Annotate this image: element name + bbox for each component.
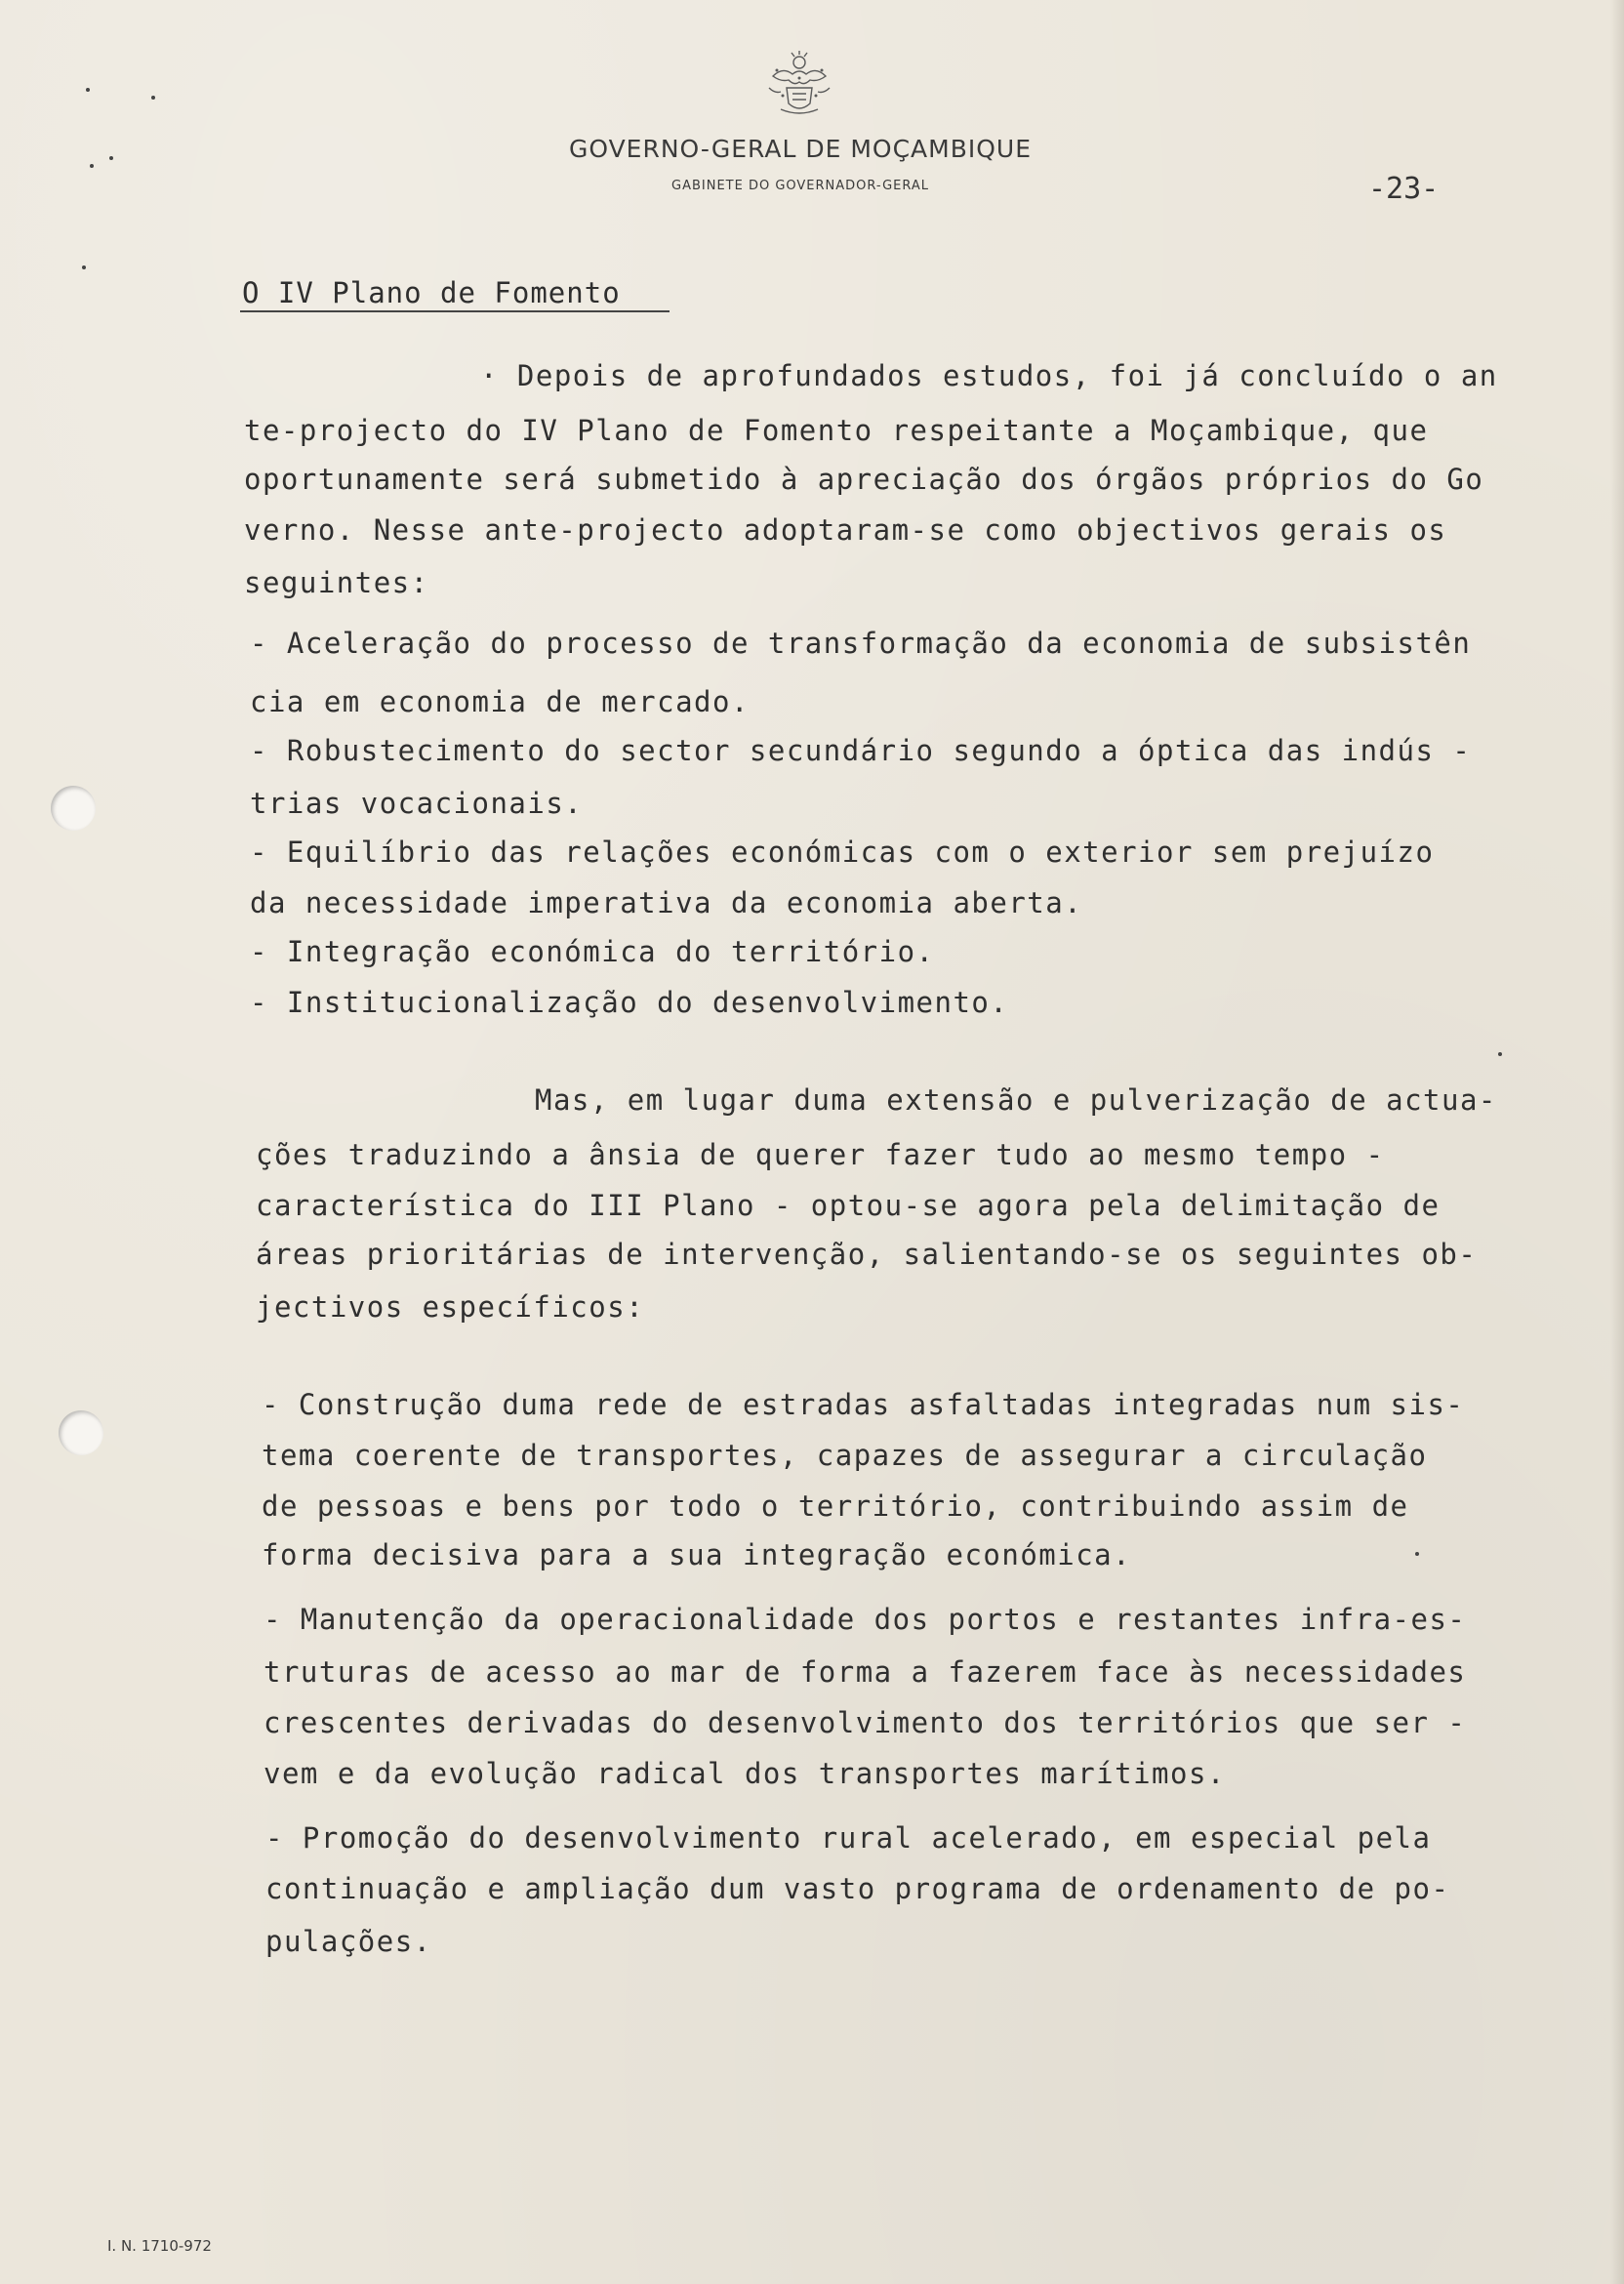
office-subtitle: GABINETE DO GOVERNADOR-GERAL (671, 179, 929, 193)
body-line: - Manutenção da operacionalidade dos portos e restantes infra-es- (264, 1603, 1467, 1636)
body-line: tema coerente de transportes, capazes de assegurar a circulação (262, 1439, 1428, 1472)
organization-title: GOVERNO-GERAL DE MOÇAMBIQUE (568, 135, 1033, 163)
body-line: - Robustecimento do sector secundário segundo a óptica das indús - (250, 734, 1472, 767)
page-number: -23- (1368, 172, 1440, 206)
body-line: ções traduzindo a ânsia de querer fazer tudo ao mesmo tempo - (256, 1138, 1385, 1171)
body-line: verno. Nesse ante-projecto adoptaram-se como objectivos gerais os (244, 513, 1447, 547)
paper-speck (151, 96, 155, 100)
paper-speck (1415, 1552, 1419, 1556)
body-line: de pessoas e bens por todo o território, contribuindo assim de (262, 1489, 1409, 1523)
body-line: seguintes: (244, 566, 429, 599)
body-line: característica do III Plano - optou-se agora pela delimitação de (256, 1189, 1441, 1222)
print-code: I. N. 1710-972 (107, 2237, 212, 2255)
body-line: - Promoção do desenvolvimento rural acelerado, em especial pela (265, 1821, 1432, 1855)
body-line: áreas prioritárias de intervenção, salientando-se os seguintes ob- (256, 1238, 1478, 1271)
binder-hole (51, 786, 96, 831)
body-line: Mas, em lugar duma extensão e pulverização de actua- (535, 1083, 1497, 1117)
body-line: · Depois de aprofundados estudos, foi já concluído o an (480, 359, 1498, 392)
body-line: - Institucionalização do desenvolvimento. (250, 986, 1009, 1019)
body-line: - Aceleração do processo de transformação da economia de subsistên (250, 627, 1472, 660)
body-line: cia em economia de mercado. (250, 685, 750, 718)
body-line: vem e da evolução radical dos transportes marítimos. (264, 1757, 1226, 1790)
coat-of-arms-icon (753, 49, 845, 119)
body-line: jectivos específicos: (256, 1290, 645, 1324)
paper-speck (82, 265, 86, 269)
body-line: te-projecto do IV Plano de Fomento respeitante a Moçambique, que (244, 414, 1429, 447)
heading-underline (240, 310, 670, 312)
body-line: forma decisiva para a sua integração económica. (262, 1538, 1132, 1571)
binder-hole (59, 1410, 103, 1455)
section-heading: O IV Plano de Fomento (242, 276, 621, 309)
paper-speck (1498, 1052, 1502, 1056)
body-line: - Equilíbrio das relações económicas com o exterior sem prejuízo (250, 836, 1435, 869)
body-line: - Construção duma rede de estradas asfaltadas integradas num sis- (262, 1388, 1465, 1421)
body-line: oportunamente será submetido à apreciação dos órgãos próprios do Go (244, 463, 1484, 496)
body-line: da necessidade imperativa da economia aberta. (250, 886, 1083, 919)
body-line: pulações. (265, 1925, 432, 1958)
body-line: - Integração económica do território. (250, 935, 935, 968)
paper-edge-shadow (1610, 0, 1624, 2284)
body-line: trias vocacionais. (250, 787, 584, 820)
body-line: crescentes derivadas do desenvolvimento dos territórios que ser - (264, 1706, 1467, 1739)
paper-speck (86, 88, 90, 92)
body-line: continuação e ampliação dum vasto programa de ordenamento de po- (265, 1872, 1450, 1905)
paper-speck (90, 164, 94, 168)
body-line: truturas de acesso ao mar de forma a fazerem face às necessidades (264, 1655, 1467, 1689)
